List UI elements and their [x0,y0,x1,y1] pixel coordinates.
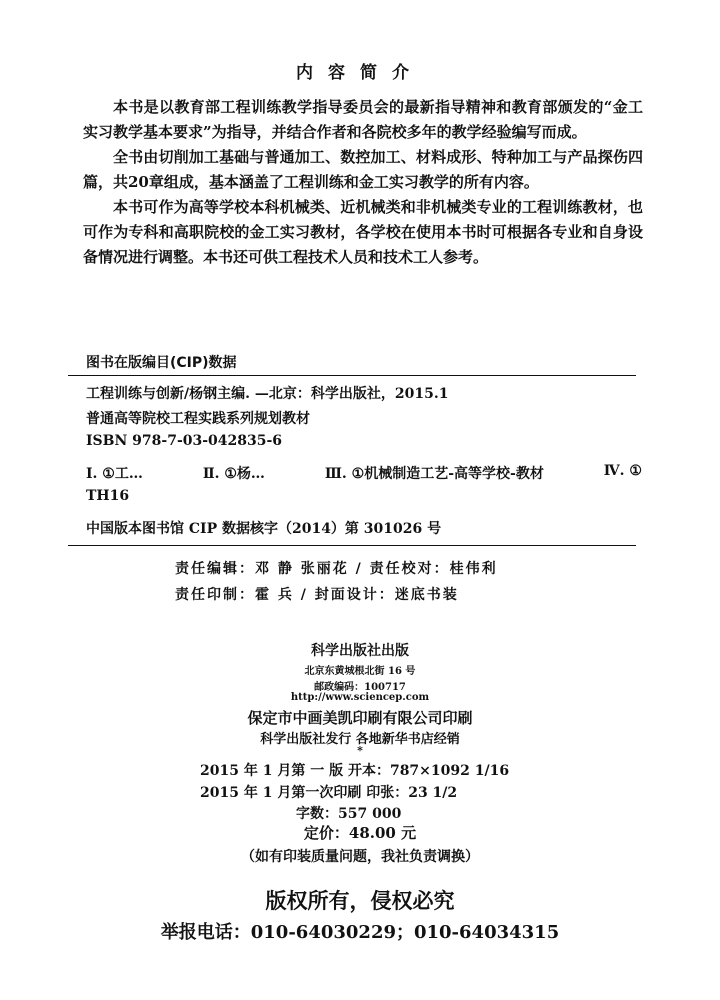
cip-class-item: Ⅲ. ①机械制造工艺-高等学校-教材 [324,466,544,482]
intro-paragraph: 本书是以教育部工程训练教学指导委员会的最新指导精神和教育部颁发的“金工实习教学基本要求”为指导，并结合作者和各院校多年的教学经验编写而成。 [83,98,643,141]
cip-class-item: Ⅳ. ① [603,463,642,479]
publisher-postcode: 邮政编码：100717 [314,682,406,693]
intro-paragraph: 全书由切削加工基础与普通加工、数控加工、材料成形、特种加工与产品探伤四篇，共20章组成，基本涵盖了工程训练和金工实习教学的所有内容。 [83,148,643,191]
cip-top-rule [68,375,636,376]
printer-name: 保定市中画美凯印刷有限公司印刷 [247,709,473,727]
word-count: 字数：557 000 [296,806,402,822]
cip-class-item: Ⅱ. ①杨… [202,466,265,482]
cip-block [86,383,646,538]
publisher-url: http://www.sciencep.com [290,692,430,703]
copyright-notice: 版权所有，侵权必究 [265,889,455,913]
report-hotline: 举报电话：010-64030229；010-64034315 [160,922,560,943]
cip-line-series: 普通高等院校工程实践系列规划教材 [86,411,310,427]
intro-body [83,95,643,270]
separator-star: * [357,744,363,757]
cip-record-number: 中国版本图书馆 CIP 数据核字（2014）第 301026 号 [86,521,442,537]
cip-line-title: 工程训练与创新/杨钢主编. —北京：科学出版社，2015.1 [86,386,449,402]
edition-line: 2015 年 1 月第 一 版 开本：787×1092 1/16 [200,763,510,779]
cip-isbn: ISBN 978-7-03-042835-6 [86,433,283,449]
printing-line: 2015 年 1 月第一次印刷 印张：23 1/2 [200,785,458,801]
cip-class-cont: TH16 [86,488,130,504]
credits-editors: 责任编辑：邓 静 张丽花 / 责任校对：桂伟利 [175,561,498,577]
cip-bottom-rule [68,545,636,546]
publisher-name: 科学出版社出版 [311,643,409,659]
cip-class-item: Ⅰ. ①工… [86,466,143,482]
distribution-line: 科学出版社发行 各地新华书店经销 [260,732,460,747]
publisher-address: 北京东黄城根北街 16 号 [304,666,416,677]
intro-paragraph: 本书可作为高等学校本科机械类、近机械类和非机械类专业的工程训练教材，也可作为专科和高职院校的金工实习教材，各学校在使用本书时可根据各专业和自身设备情况进行调整。本书还可供工程技术人员和技术工人参考。 [83,198,643,266]
price-label: 定价：48.00 元 [303,824,417,842]
credits-production: 责任印制：霍 兵 / 封面设计：迷底书装 [175,587,459,603]
intro-title: 内容简介 [296,63,424,83]
price-note: （如有印装质量问题，我社负责调换） [241,849,479,865]
cip-heading: 图书在版编目(CIP)数据 [86,355,237,371]
cip-classification [86,463,642,488]
